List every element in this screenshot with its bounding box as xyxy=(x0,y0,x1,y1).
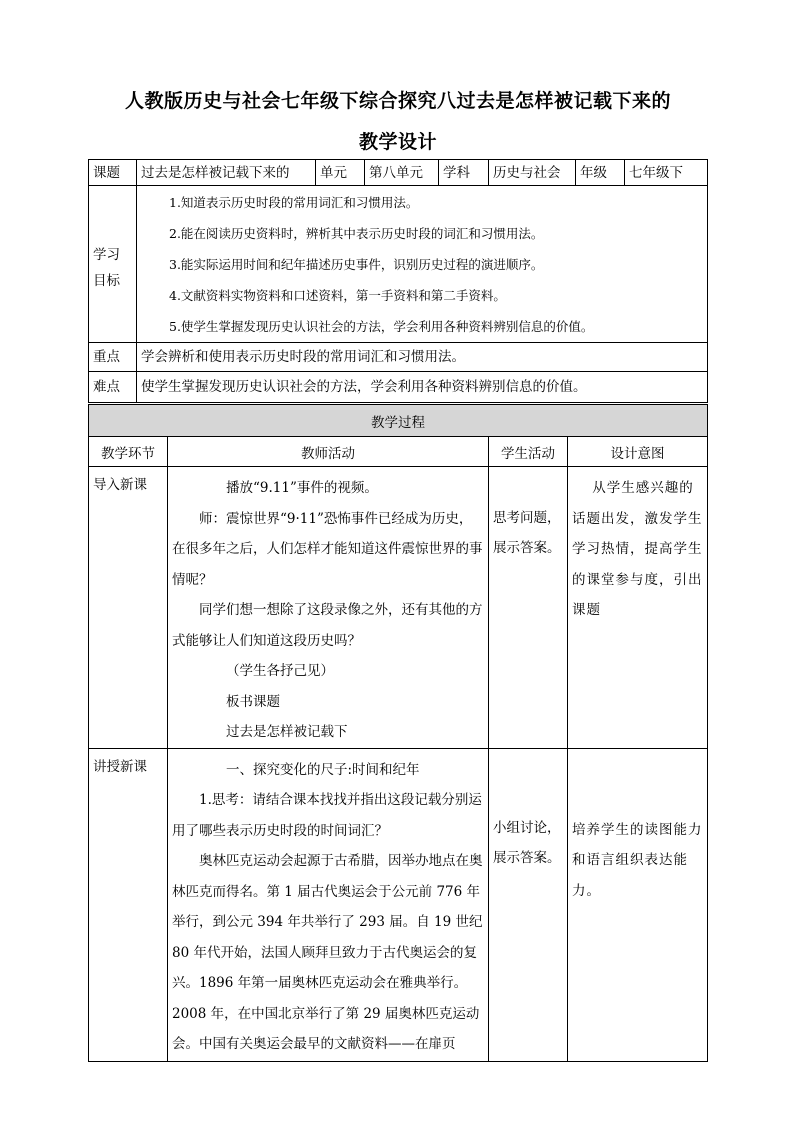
student-activity-cell xyxy=(489,467,568,749)
teacher-paragraph: （学生各抒己见） xyxy=(226,663,334,679)
teacher-activity-cell xyxy=(168,467,489,749)
design-text: 从学生感兴趣的话题出发，激发学生学习热情，提高学生的课堂参与度，引出课题 xyxy=(572,480,703,618)
objective-item: 2.能在阅读历史资料时，辨析其中表示历史时段的词汇和习惯用法。 xyxy=(169,225,544,241)
process-table xyxy=(88,404,708,1062)
student-activity-cell xyxy=(489,748,568,1061)
student-line: 小组讨论， xyxy=(493,819,561,836)
grade-label: 年级 xyxy=(576,160,625,186)
unit-value: 第八单元 xyxy=(365,160,439,186)
header-teacher: 教师活动 xyxy=(168,437,489,467)
subject-value: 历史与社会 xyxy=(489,160,576,186)
objective-item: 3.能实际运用时间和纪年描述历史事件，识别历史过程的演进顺序。 xyxy=(169,256,544,272)
info-table xyxy=(88,159,708,403)
student-line: 思考问题， xyxy=(493,510,561,526)
teacher-paragraph: 奥林匹克运动会起源于古希腊，因举办地点在奥林匹克而得名。第 1 届古代奥运会于公元前 776 年举行，到公元 394 年共举行了 293 届。自 19 世纪 80 年代开始，法国人顾拜旦致力于古代奥运会的复兴。1896 年第一届奥林匹克运动会在雅典举行。2008 年，在中国北京举行了第 29 届奥林匹克运动会。中国有关奥运会最早的文献资料——在扉页 xyxy=(172,853,483,1052)
teacher-activity-cell xyxy=(168,748,489,1061)
objectives-cell xyxy=(137,186,708,343)
document-title: 人教版历史与社会七年级下综合探究八过去是怎样被记载下来的 xyxy=(124,90,671,112)
student-line: 展示答案。 xyxy=(493,849,561,866)
teacher-paragraph: 过去是怎样被记载下 xyxy=(226,724,348,740)
topic-label: 课题 xyxy=(89,160,137,186)
objectives-list xyxy=(141,187,703,342)
objectives-label-line1: 学习 xyxy=(93,247,120,263)
key-point-text: 学会辨析和使用表示历史时段的常用词汇和习惯用法。 xyxy=(137,343,708,372)
design-intent-cell xyxy=(568,748,708,1061)
unit-label: 单元 xyxy=(316,160,365,186)
teacher-paragraph: 1.思考：请结合课本找找并指出这段记载分别运用了哪些表示历史时段的时间词汇？ xyxy=(172,792,482,839)
teacher-paragraph: 同学们想一想除了这段录像之外，还有其他的方式能够让人们知道这段历史吗？ xyxy=(172,602,483,649)
difficulty-text: 使学生掌握发现历史认识社会的方法，学会利用各种资料辨别信息的价值。 xyxy=(137,372,708,403)
objectives-label-line2: 目标 xyxy=(93,273,120,289)
document-subtitle: 教学设计 xyxy=(358,131,437,153)
student-line: 展示答案。 xyxy=(493,540,561,556)
header-student: 学生活动 xyxy=(489,437,568,467)
subject-label: 学科 xyxy=(439,160,489,186)
difficulty-label: 难点 xyxy=(89,372,137,403)
header-design: 设计意图 xyxy=(568,437,708,467)
teacher-paragraph: 板书课题 xyxy=(226,693,280,710)
header-stage: 教学环节 xyxy=(89,437,168,467)
key-point-label: 重点 xyxy=(89,343,137,372)
grade-value: 七年级下 xyxy=(625,160,708,186)
objective-item: 4.文献资料实物资料和口述资料，第一手资料和第二手资料。 xyxy=(169,287,506,303)
objective-item: 5.使学生掌握发现历史认识社会的方法，学会利用各种资料辨别信息的价值。 xyxy=(169,318,594,334)
teacher-paragraph: 师：震惊世界“9·11”恐怖事件已经成为历史，在很多年之后，人们怎样才能知道这件震惊世界的事情呢？ xyxy=(172,510,483,588)
topic-value: 过去是怎样被记载下来的 xyxy=(137,160,316,186)
stage-cell: 讲授新课 xyxy=(89,748,168,1061)
teacher-paragraph: 一、探究变化的尺子:时间和纪年 xyxy=(226,761,420,778)
table-row xyxy=(89,467,708,749)
design-intent-cell xyxy=(568,467,708,749)
design-text: 培养学生的读图能力和语言组织表达能力。 xyxy=(572,821,703,899)
teacher-paragraph: 播放“9.11”事件的视频。 xyxy=(226,480,378,496)
process-band-title: 教学过程 xyxy=(89,405,708,437)
objectives-label xyxy=(89,186,137,343)
table-row xyxy=(89,748,708,1061)
objective-item: 1.知道表示历史时段的常用词汇和习惯用法。 xyxy=(169,194,419,210)
stage-cell: 导入新课 xyxy=(89,467,168,749)
